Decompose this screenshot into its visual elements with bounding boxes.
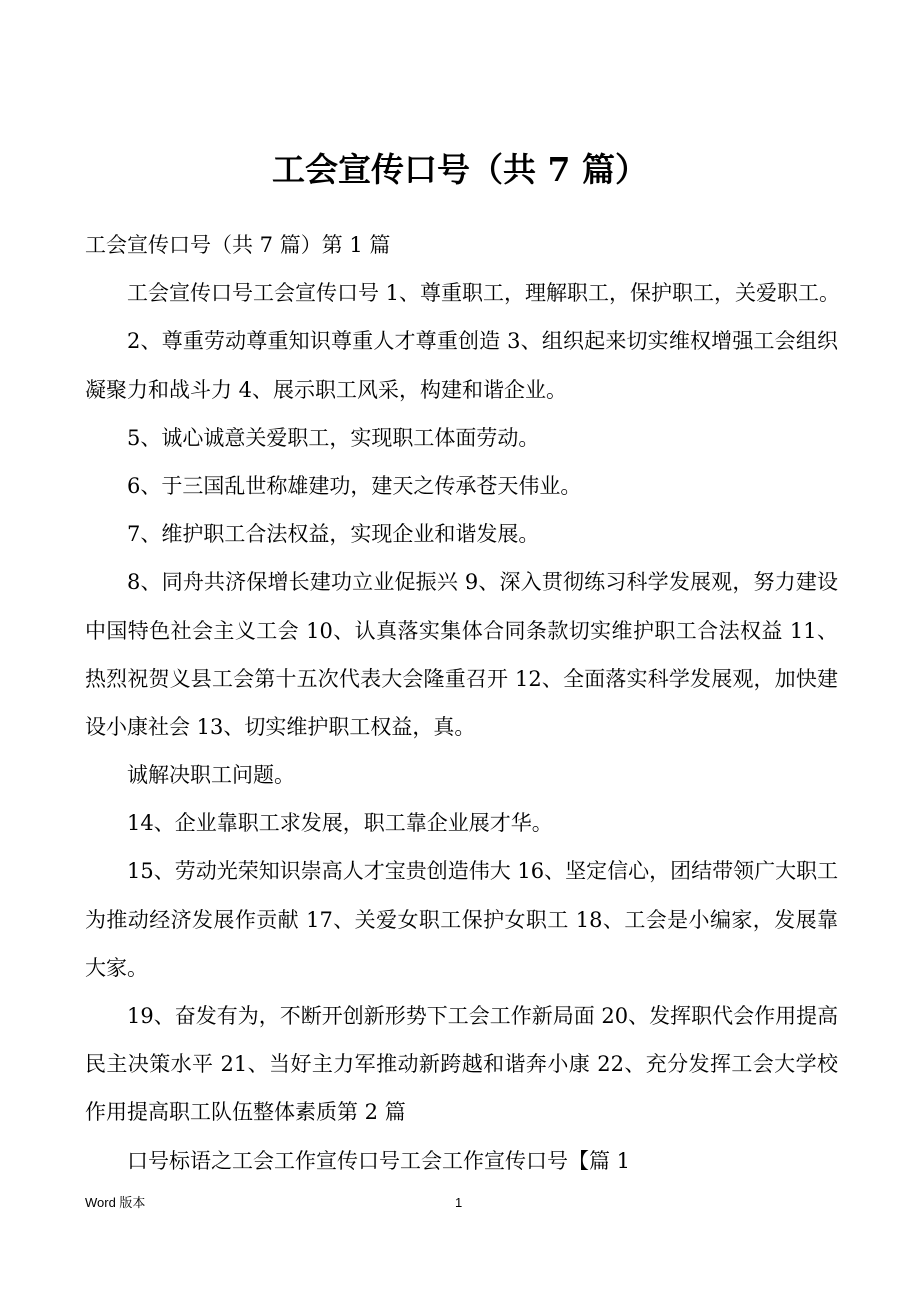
- paragraph-line: 5、诚心诚意关爱职工，实现职工体面劳动。: [127, 425, 540, 450]
- paragraph: [85, 1137, 838, 1185]
- paragraph-line: 6、于三国乱世称雄建功，建天之传承苍天伟业。: [127, 473, 582, 498]
- paragraph-line: 工会宣传口号（共 7 篇）第 1 篇: [85, 233, 391, 257]
- paragraph-line: 7、维护职工合法权益，实现企业和谐发展。: [127, 522, 540, 547]
- paragraph: [85, 751, 838, 799]
- paragraph-line: 为推动经济发展作贡献 17、关爱女职工保护女职工 18、工会是小编家，发展靠: [85, 907, 838, 932]
- paragraph-line: 14、企业靠职工求发展，职工靠企业展才华。: [127, 811, 553, 836]
- paragraph: [85, 221, 838, 269]
- paragraph-line: 中国特色社会主义工会 10、认真落实集体合同条款切实维护职工合法权益 11、: [85, 618, 838, 643]
- paragraph: [85, 462, 838, 510]
- paragraph-line: 诚解决职工问题。: [127, 763, 295, 788]
- paragraph-line: 19、奋发有为，不断开创新形势下工会工作新局面 20、发挥职代会作用提高: [127, 1004, 839, 1028]
- paragraph-line: 热烈祝贺义县工会第十五次代表大会隆重召开 12、全面落实科学发展观，加快建: [85, 666, 838, 691]
- paragraph: [85, 317, 838, 413]
- paragraph-line: 民主决策水平 21、当好主力军推动新跨越和谐奔小康 22、充分发挥工会大学校: [85, 1052, 838, 1077]
- paragraph: [85, 992, 838, 1137]
- paragraph-line: 大家。: [85, 955, 148, 980]
- footer-label: Word 版本: [85, 1195, 146, 1210]
- paragraph: [85, 799, 838, 847]
- page-number: 1: [455, 1195, 463, 1210]
- paragraph-line: 作用提高职工队伍整体素质第 2 篇: [85, 1100, 406, 1125]
- paragraph: [85, 414, 838, 462]
- document-title: 工会宣传口号（共 7 篇）: [272, 150, 648, 189]
- paragraph-line: 8、同舟共济保增长建功立业促振兴 9、深入贯彻练习科学发展观，努力建设: [127, 570, 838, 595]
- paragraph: [85, 510, 838, 558]
- paragraph-line: 设小康社会 13、切实维护职工权益，真。: [85, 714, 476, 739]
- paragraph: [85, 558, 838, 751]
- paragraph-line: 口号标语之工会工作宣传口号工会工作宣传口号【篇 1: [127, 1148, 631, 1173]
- paragraph: [85, 847, 838, 992]
- paragraph-line: 工会宣传口号工会宣传口号 1、尊重职工，理解职工，保护职工，关爱职工。: [127, 281, 841, 306]
- paragraph-line: 15、劳动光荣知识崇高人才宝贵创造伟大 16、坚定信心，团结带领广大职工: [127, 859, 839, 884]
- paragraph: [85, 269, 841, 317]
- paragraph-line: 2、尊重劳动尊重知识尊重人才尊重创造 3、组织起来切实维权增强工会组织: [127, 329, 838, 354]
- document-body: [85, 221, 841, 1185]
- paragraph-line: 凝聚力和战斗力 4、展示职工风采，构建和谐企业。: [85, 377, 568, 402]
